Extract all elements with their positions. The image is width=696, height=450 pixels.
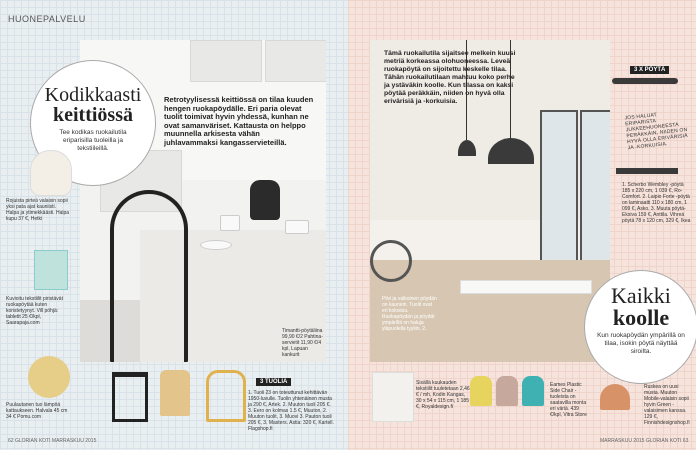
- kettle: [250, 180, 280, 220]
- headline-sub: Tee kodikas ruokailutila eriparisilla tuoleilla ja tekstiileillä.: [59, 129, 127, 152]
- chair-1-image: [112, 372, 148, 422]
- chair-3-image: [206, 370, 246, 422]
- dark-table-image: [616, 168, 678, 174]
- plastic-chair-caption: Eames Plastic Side Chair -tuoleista on saatavilla monta eri väriä. 439 €/kpl, Vitra Store: [550, 382, 587, 418]
- round-table-image: [612, 78, 678, 84]
- tableware-caption: Timantti-pöytäliina 99,90 €/2 Pahtina-servietit 11,90 €/4 kpl, Lapuan kankurit: [282, 328, 323, 358]
- chair-2-image: [160, 370, 190, 416]
- headline-line1: Kodikkaasti: [44, 84, 142, 106]
- intro-text: Retrotyylisessä keittiössä on tilaa kuuden hengen ruokapöydälle. Eri paria olevat tuolit toimivat hyvin yhdessä, kunhan ne ovat samanväriset. Kattausta on helppo muunnella arkisesta vähän juhlavammaksi kangasservieteillä.: [164, 95, 314, 147]
- wall-decor: [370, 240, 412, 282]
- right-intro-text: Tämä ruokailutila sijaitsee melkein kuusi metriä korkeassa olohuoneessa. Leveä ruokapöytä on sijoitettu keskelle tilaa. Tähän ruokailutilaan mahtuu koko perhe ja ystäväkin koolle. Kun tilassa on kaksi pöytää peräkkäin, niiden on hyvä olla erivärisiä ja -korkuisia.: [384, 50, 516, 105]
- blinds-caption: Sisällä kuukauden tekstiilit tuuletetaan 2,46 € / mh, Kodin Kangas, 30 x 54 x 115 cm, 1 185 €, Royaldesign.fi: [416, 380, 470, 410]
- fabric-caption: Kuvioitu tekstiilit piristävät ruokapöytää kuten koristetyynyt. Vill pöhjä: tabletit 25 €/kpl, Saarapaja.com: [6, 296, 63, 326]
- koolle-sub: Kun ruokapöydän ympärillä on tilaa, isokin pöytä näyttää siroilta.: [597, 332, 685, 355]
- blinds-image: [372, 372, 414, 422]
- left-footer: 62 GLORIAN KOTI MARRASKUU 2015: [8, 438, 97, 444]
- right-footer: MARRASKUU 2015 GLORIAN KOTI 63: [600, 438, 689, 444]
- chairs-tag: 3 TUOLIA: [256, 378, 291, 386]
- tables-caption: 1. Scherbo Wembley -pöytä 185 x 220 cm, 1 039 €, Ro-Comfort. 2. Laipio Forte -pöytä on laminaatti 110 x 180 cm, 1 099 €, Asko. 3. Muuta pöytä-Eksiva 159 €, Anttila. Vihreä pöytä 78 x 120 cm, 329 €, Ikea: [622, 182, 691, 224]
- tables-tag: 3 X PÖYTÄ: [630, 66, 669, 74]
- chairs-caption: 1. Tuoli 23 on toteuttunut kehittävän 1950-luvulle. Tuolin yhtenäinen musta ja 290 €, Artek. 2. Muuton tuoli 205 €. 3. Eero on kolmas 1.5 €, Muuton, 2. Muuton tuolit, 3. Muovi 3. Pauton tuoli 205 €, 3. Masters. Astia: 320 €, Kartell. Flagshop.fi: [248, 390, 334, 432]
- koolle-circle: [584, 270, 696, 384]
- lamp-caption: Rojuista pirteä valaisin sopii yksi pata ajat kauniisti. Halpa ja ytimekkäästi. Halpa kupu 37 €, Hetki: [6, 198, 70, 222]
- fabric-image: [34, 250, 68, 290]
- lamp-caption-right: Ruskea on uusi musta. Muuton Mobile-valaisin sopii hyvin Green -valaisimen kanssa. 129 €, Finnishdesignshop.fi: [644, 384, 690, 426]
- plate-image: [28, 356, 70, 398]
- yellow-chair-image: [470, 376, 492, 406]
- photo-caption: Pilvi ja valkoinen pöydän on kaunein. Tuolit ovat eri kokoisia. Ruokapöydän ja pöydät ympärillä on haluja yläpuolella tyyliin. 2.: [382, 296, 437, 332]
- handwritten-note: JOS HALUAT ERIPARISTA JUKKEEHUONEESTA PERÄKKÄIN, NIIDEN ON HYVÄ OLLA ERIVÄRISIÄ JA -KORKUISIA.: [624, 112, 689, 152]
- pendant-lamp-image: [600, 384, 630, 410]
- plate-caption: Puulautanen tuo lämpöä kattaukseen. Halvala 45 cm 34 € Pomu.com: [6, 402, 68, 420]
- teal-chair-image: [522, 376, 544, 406]
- lamp-image: [30, 150, 72, 196]
- koolle-line1: Kaikki: [611, 283, 671, 308]
- pink-chair-image: [496, 376, 518, 406]
- headline-line2: keittiössä: [53, 104, 133, 126]
- section-label: HUONEPALVELU: [8, 14, 86, 24]
- black-chair: [110, 190, 188, 362]
- dining-table: [460, 280, 592, 294]
- koolle-line2: koolle: [612, 305, 670, 330]
